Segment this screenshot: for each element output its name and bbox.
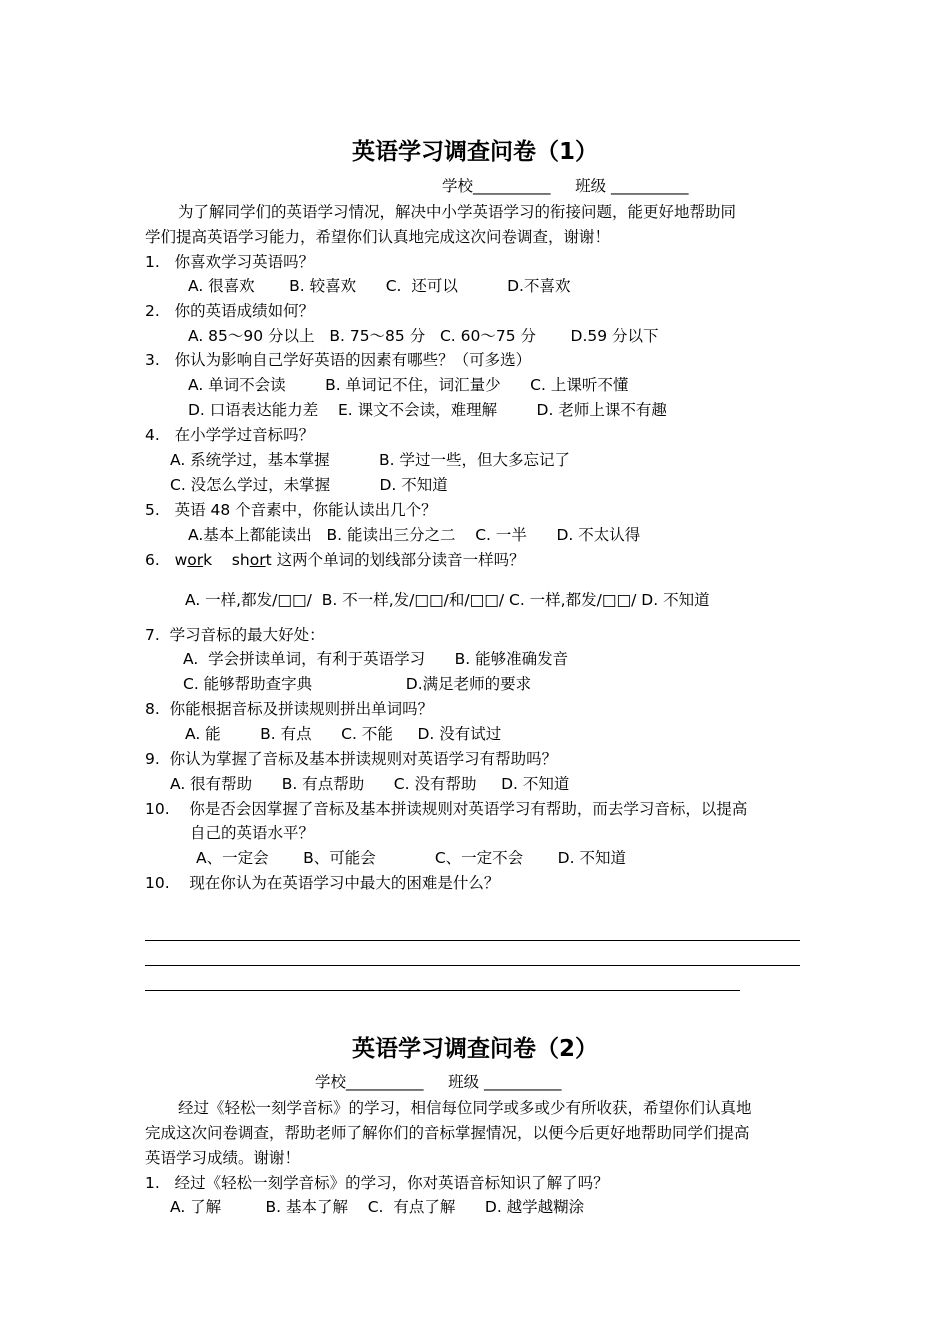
q10a-text-line2: 自己的英语水平？ [190, 824, 315, 842]
q8-text: 8. 你能根据音标及拼读规则拼出单词吗？ [145, 700, 434, 718]
survey1-intro-line1: 为了解同学们的英语学习情况，解决中小学英语学习的衔接问题，能更好地帮助同 [178, 203, 737, 221]
q6-word1-underlined: or [187, 551, 204, 569]
answer-line-1[interactable] [145, 940, 800, 941]
survey2-intro-line2: 完成这次问卷调查，帮助老师了解你们的音标掌握情况，以便今后更好地帮助同学们提高 [145, 1124, 750, 1142]
survey2-intro-line1: 经过《轻松一刻学音标》的学习，相信每位同学或多或少有所收获，希望你们认真地 [178, 1099, 752, 1117]
survey1-school-class[interactable]: 学校__________ 班级 __________ [442, 177, 689, 195]
q7-options-row1[interactable]: A. 学会拼读单词，有利于英语学习 B. 能够准确发音 [183, 650, 569, 668]
q6-word2-underlined: or [249, 551, 266, 569]
q7-text: 7. 学习音标的最大好处： [145, 626, 325, 644]
q6-options[interactable]: A. 一样,都发/□□/ B. 不一样,发/□□/和/□□/ C. 一样,都发/□□/ D. 不知道 [185, 591, 710, 609]
q6-word1-start: w [174, 551, 188, 569]
q9-options[interactable]: A. 很有帮助 B. 有点帮助 C. 没有帮助 D. 不知道 [170, 775, 570, 793]
q9-text: 9. 你认为掌握了音标及基本拼读规则对英语学习有帮助吗？ [145, 750, 558, 768]
q5-text: 5. 英语 48 个音素中，你能认读出几个？ [145, 501, 437, 519]
answer-line-2[interactable] [145, 965, 800, 966]
s2-q1-options[interactable]: A. 了解 B. 基本了解 C. 有点了解 D. 越学越糊涂 [170, 1198, 585, 1216]
q10a-text-line1: 10. 你是否会因掌握了音标及基本拼读规则对英语学习有帮助，而去学习音标，以提高 [145, 800, 748, 818]
q6-text [145, 550, 525, 570]
answer-line-3[interactable] [145, 990, 740, 991]
q3-options-row2[interactable]: D. 口语表达能力差 E. 课文不会读，难理解 D. 老师上课不有趣 [188, 401, 667, 419]
q8-options[interactable]: A. 能 B. 有点 C. 不能 D. 没有试过 [185, 725, 502, 743]
q1-text: 1. 你喜欢学习英语吗？ [145, 253, 315, 271]
q6-word1-end: k sh [203, 551, 250, 569]
q2-options[interactable]: A. 85～90 分以上 B. 75～85 分 C. 60～75 分 D.59 分以下 [188, 327, 659, 345]
q3-text: 3. 你认为影响自己学好英语的因素有哪些？（可多选） [145, 351, 532, 369]
q5-options[interactable]: A.基本上都能读出 B. 能读出三分之二 C. 一半 D. 不太认得 [188, 526, 641, 544]
q3-options-row1[interactable]: A. 单词不会读 B. 单词记不住，词汇量少 C. 上课听不懂 [188, 376, 629, 394]
q1-options[interactable]: A. 很喜欢 B. 较喜欢 C. 还可以 D.不喜欢 [188, 277, 571, 295]
s2-q1-text: 1. 经过《轻松一刻学音标》的学习，你对英语音标知识了解了吗？ [145, 1174, 609, 1192]
q6-number: 6. [145, 551, 175, 569]
survey1-title: 英语学习调查问卷（1） [351, 139, 598, 165]
q2-text: 2. 你的英语成绩如何？ [145, 302, 315, 320]
q7-options-row2[interactable]: C. 能够帮助查字典 D.满足老师的要求 [183, 675, 532, 693]
q4-options-row2[interactable]: C. 没怎么学过，未掌握 D. 不知道 [170, 476, 448, 494]
survey2-school-class[interactable]: 学校__________ 班级 __________ [315, 1073, 562, 1091]
q4-text: 4. 在小学学过音标吗？ [145, 426, 315, 444]
survey2-intro-line3: 英语学习成绩。谢谢！ [145, 1149, 301, 1167]
q6-question-rest: t 这两个单词的划线部分读音一样吗？ [265, 551, 525, 569]
survey1-intro-line2: 学们提高英语学习能力，希望你们认真地完成这次问卷调查，谢谢！ [145, 228, 611, 246]
q10b-text: 10. 现在你认为在英语学习中最大的困难是什么？ [145, 874, 500, 892]
q4-options-row1[interactable]: A. 系统学过，基本掌握 B. 学过一些，但大多忘记了 [170, 451, 570, 469]
q10a-options[interactable]: A、一定会 B、可能会 C、一定不会 D. 不知道 [196, 849, 626, 867]
survey2-title: 英语学习调查问卷（2） [351, 1036, 598, 1062]
